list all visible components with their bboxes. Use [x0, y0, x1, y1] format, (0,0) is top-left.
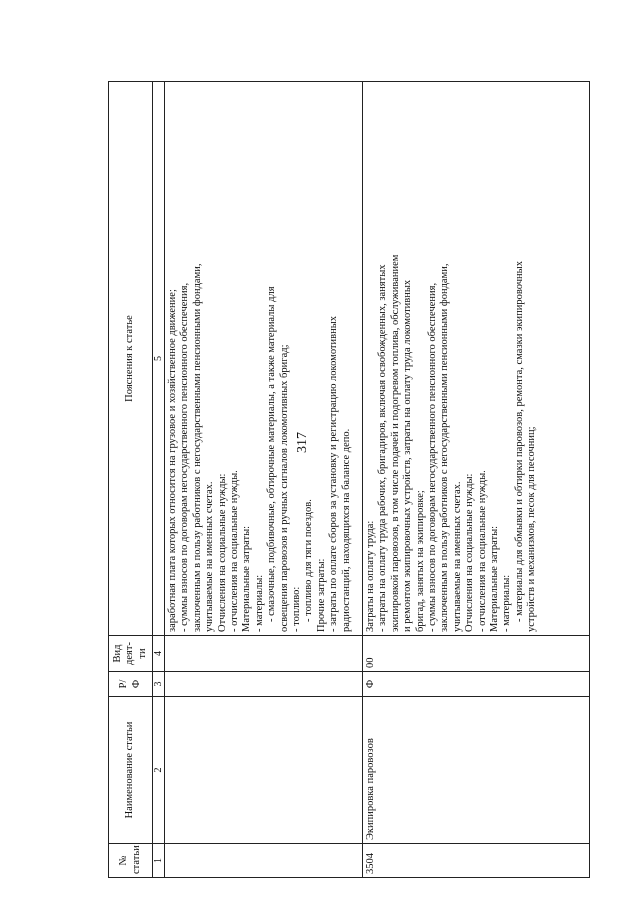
explanation-line: учитываемые на именных счетах.	[451, 481, 463, 632]
expense-items-table	[108, 81, 590, 878]
header-activity-type: Вид деят-ти	[109, 636, 153, 672]
explanation-line: - суммы взносов по договорам негосударственного пенсионного обеспечения,	[427, 282, 439, 632]
explanation-line: - отчисления на социальные нужды.	[476, 470, 488, 632]
explanation-line: - затраты на оплату труда рабочих, бригадиров, включая освобожденных, занятых	[377, 264, 389, 632]
explanation-line: заключенным в пользу работников с негосударственными пенсионными фондами,	[191, 263, 203, 632]
explanation-line: радиостанций, находящихся на балансе депо.	[340, 428, 352, 632]
expense-items-table-wrapper	[108, 82, 589, 878]
row-pf: Ф	[363, 672, 590, 697]
column-number: 5	[153, 82, 165, 636]
explanation-line: - материалы:	[501, 574, 513, 632]
explanation-line: устройств и механизмов, песок для песочниц;	[526, 426, 538, 632]
column-number: 2	[153, 697, 165, 844]
explanation-line: - суммы взносов по договорам негосударственного пенсионного обеспечения,	[179, 282, 191, 632]
explanation-line: - смазочные, подбивочные, обтирочные материалы, а также материалы для	[266, 286, 278, 622]
explanation-line: освещения паровозов и ручных сигналов локомотивных бригад;	[278, 344, 290, 632]
column-number: 4	[153, 636, 165, 672]
explanation-line: - отчисления на социальные нужды.	[229, 470, 241, 632]
header-item-number: № статьи	[109, 844, 153, 878]
row-explanation	[363, 82, 590, 636]
column-number: 3	[153, 672, 165, 697]
explanation-line: учитываемые на именных счетах.	[204, 481, 216, 632]
row-item-number	[165, 844, 363, 878]
row-pf	[165, 672, 363, 697]
explanation-line: Отчисления на социальные нужды:	[216, 473, 228, 632]
row-activity-type	[165, 636, 363, 672]
column-number-row	[153, 82, 165, 878]
header-explanation: Пояснения к статье	[109, 82, 153, 636]
explanation-line: экипировкой паровозов, в том числе подачей и подогревом топлива, обслуживанием	[389, 254, 401, 632]
column-number: 1	[153, 844, 165, 878]
explanation-line: Прочие затраты:	[315, 558, 327, 632]
explanation-line: Затраты на оплату труда:	[365, 520, 376, 632]
explanation-line: - затраты по оплате сборов за установку и регистрацию локомотивных	[328, 315, 340, 632]
row-item-number: 3504	[363, 844, 590, 878]
explanation-line: - материалы для обмывки и обтирки паровозов, ремонта, смазки экипировочных	[513, 261, 525, 622]
table-row	[165, 82, 363, 878]
explanation-line: - материалы:	[253, 574, 265, 632]
row-item-name: Экипировка паровозов	[363, 697, 590, 844]
header-pf: Р/ Ф	[109, 672, 153, 697]
explanation-line: заработная плата которых относится на грузовое и хозяйственное движение;	[167, 289, 178, 632]
explanation-line: и ремонтом экипировочных устройств, затраты на оплату труда локомотивных	[402, 279, 414, 632]
explanation-line: - топливо:	[291, 586, 303, 632]
row-activity-type: 00	[363, 636, 590, 672]
explanation-line: Материальные затраты:	[489, 525, 501, 632]
explanation-line: бригад, занятых на экипировке;	[414, 490, 426, 632]
explanation-line: - топливо для тяги поездов.	[303, 499, 315, 622]
explanation-line: заключенным в пользу работников с негосударственными пенсионными фондами,	[439, 263, 451, 632]
table-row	[363, 82, 590, 878]
header-item-name: Наименование статьи	[109, 697, 153, 844]
explanation-line: Отчисления на социальные нужды:	[464, 473, 476, 632]
table-header-row	[109, 82, 153, 878]
explanation-line: Материальные затраты:	[241, 525, 253, 632]
row-explanation	[165, 82, 363, 636]
page-number: 317	[295, 432, 310, 453]
row-item-name	[165, 697, 363, 844]
